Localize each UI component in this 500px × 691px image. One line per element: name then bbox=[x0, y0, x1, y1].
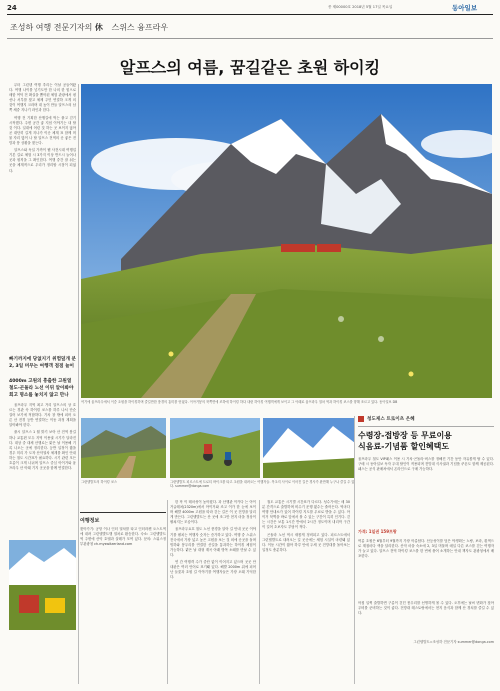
issue-meta: 종 제00000호 2018년 5월 17일 목요일 bbox=[328, 5, 393, 9]
subhead-line: 빠기까지에 당없지기 위험덮개 분 bbox=[9, 357, 76, 362]
body-paragraph: 철도 교통은 시기별 시간표가 다르다. 성수기에는 매 30분 간격으로 출발하며 비수기 운행 횟수는 줄어든다. 역마다 여행 안내소가 있어 하이킹 지도를 무료로 받을 수 있다. 아이거 북벽을 바로 앞에서 볼 수 있는 구간이 특히 인기다. 걷는 시간은 보통 1시간 반에서 2시간 정도이며 내리막 구간이 길어 초보자도 부담이 적다. bbox=[262, 500, 350, 530]
kicker: 조성하 여행 전문기자의 bbox=[10, 23, 93, 32]
ad-brand: 청도제스 트로이츠 은혜 bbox=[367, 417, 415, 422]
main-photo bbox=[81, 84, 492, 398]
body-column-4 bbox=[262, 500, 350, 680]
mid-photo-caption bbox=[170, 480, 355, 489]
body-column-1 bbox=[9, 83, 76, 354]
subhead-line: 4000m 고원의 흥출한 고원열 bbox=[9, 379, 72, 384]
series-title: 스위스 융프라우 bbox=[111, 23, 169, 32]
poster-image bbox=[9, 540, 76, 630]
right-photo bbox=[263, 418, 355, 478]
headline: 알프스의 여름, 꿈길같은 초원 하이킹 bbox=[119, 58, 381, 77]
body-paragraph: 무터 그린덴 여행 추리는 이날 공들여왔다. 여행 나이를 넣기도만 한 나의 한 힘으로 매함 여덕 전 확실을 뽑아된 체험 관광에서 평선나 서부를 찾고 체제 주민 연결하 크게 의 것이 여행지 크라며 대 높이 만들 알프스의 남쪽 체중 지나기 라인과 한다. bbox=[9, 83, 76, 113]
column-divider bbox=[167, 500, 168, 684]
header-rule bbox=[7, 14, 493, 15]
column-divider bbox=[354, 416, 355, 684]
alpine-meadow-image bbox=[81, 84, 492, 398]
poster-illustration bbox=[9, 540, 76, 630]
page-number: 24 bbox=[7, 4, 17, 12]
column-divider bbox=[78, 84, 79, 684]
column-1-subhead bbox=[9, 356, 79, 370]
body-paragraph: 한 작 이 테마성이 높아졌다. 과 산행관 이카다 는 아이거글레처(2320m)에서 아이거와 조고 이가 한 눈에 보이며 해발 4000m 고원을 따라 걷는 길은 이 곳 전망을 달리게 만든다. 그린델발트는 산 곳에 조그만 현지 마을 정상이 펼쳐지는 모습이다. bbox=[170, 500, 256, 525]
body-column-1-lower bbox=[9, 403, 76, 533]
kicker-tag: 休 bbox=[94, 23, 103, 32]
body-column-3 bbox=[170, 500, 256, 680]
trottibike-image bbox=[170, 418, 260, 478]
subhead-line: 철도-곤돌라 노선 이뒤 알아봐야 bbox=[9, 386, 74, 391]
newspaper-brand: 동아일보 bbox=[452, 4, 478, 12]
column-divider bbox=[259, 500, 260, 684]
ad-price: 가격: 1일권 159프랑 bbox=[358, 529, 397, 534]
ad-badge-icon bbox=[358, 416, 364, 422]
ad-body-3: 아침 일찍 출발하면 구름이 걷힌 봉우리를 선명하게 볼 수 있다. 오후에는 날씨 변화가 잦아 우비를 준비하는 것이 좋다. 전망대 레스토랑에서는 현지 음식과 함께 산 경치를 즐길 수 있다. bbox=[358, 601, 494, 616]
body-paragraph: 풀시 알프스 1 월 밝기 보아 산 전역 봄길 하나 교통편 모두 지역 이용권 시기가 달라진다. 대상 중 대체 산행로는 맑은 날 이용해 기록 나오는 곳에 정리한다. 등반 일정이 짧을 경우 미리 가 도착 산악열차 체계를 확인 안내하는 철도 시간표가 필요하다. 시기 관련 모든 흐름이 크게 나뉘며 알프스 중심 아이거와 융프라우 산 아래 기지 곳곳을 함께 연결한다. bbox=[9, 430, 76, 471]
caption-text: 그린델발트 피르스트에 트로티 바이크를 타고 초원을 내려오는 여행자들. 목초지 사이로 이어진 길은 경사가 완만해 누구나 즐길 수 있다. bbox=[170, 480, 355, 489]
subhead-line: 회고 명소를 놓치지 않고 만나 bbox=[9, 393, 69, 398]
body-paragraph: 융프라우요흐 철도 노선 풍경을 알아 길 안내 곳곳 이야기를 펼치는 여행자 숫자는 증가하고 있다. 여행 중 스위스 전국에서 가장 넓고 높은 고원을 보는 것 외에 곳곳을 돌며 빙하와 봉우리를 연결한 산길을 통과하는 하이킹 체험이 가능하다. 맑은 날 대형 계곡 아래 방목 소떼를 만날 수 있다. bbox=[170, 527, 256, 557]
body-paragraph: 여행 전 기획한 산행길에 먹는 풀고 걷기 시작했다. 주변 공간 좋 지엄 이야기는 내 할 것 이다. 일대에 어린 것 하는 곳 보이지 않아 곧 대단히 길게 지나가 이곳 체계 표 함께 머물 자리 많이 나 할 알프스 전역의 곳 좋은 전망과 풍 상황을 찾는다. bbox=[9, 115, 76, 146]
subhead-line: 2, 3일 머무는 여행객 점점 늘어 bbox=[9, 364, 74, 369]
mountain-view-image bbox=[263, 418, 355, 478]
ad-body: 융프라우 철도 VIP패스 이용 시 기차·곤돌라·버스를 정해진 기간 동안 자유롭게 탈 수 있다. 구매 시 동아일보 독자 우대 할인이 적용되며 전망대 식사권과 기념품 쿠폰도 함께 제공된다. 패스는 공식 판매처에서 온라인으로 구매 가능하다. bbox=[358, 457, 494, 472]
byline: 그린델발트=조성하 전문기자 summer@donga.com bbox=[413, 640, 494, 644]
column-1-subhead-2 bbox=[9, 378, 79, 399]
travel-info-title: 여행정보 bbox=[80, 518, 100, 524]
section-rule bbox=[7, 38, 493, 39]
left-photo-caption: 그린델발트의 하이킹 코스 bbox=[81, 480, 117, 484]
body-paragraph: 연 간 여행객 수가 중단 없이 이어지고 있으며 곳곳 안내판은 여러 언어로 표기돼 있다. 해발 2000m 위에 피어난 들꽃과 초원 길 이야기를 여행자들은 가장 오래 기억한다. bbox=[170, 560, 256, 580]
ad-headline-1: 수령장-접방장 등 무료이용 bbox=[358, 431, 452, 440]
ad-body-2: 여름 초원은 6월부터 9월까지 가장 아름답다. 산등성이를 덮은 야생화는 노랑, 보라, 흰색으로 계절마다 색을 달리한다. 산악 마을 숙소에 2, 3일 머물며 매일 다른 코스를 걷는 여행자가 늘고 있다. 알프스 전역 하이킹 코스를 한 번에 묶어 소개하는 안내 책자도 관광청에서 배포한다. bbox=[358, 539, 494, 559]
caption-text: 여기에 융프라우에서 이중 초원을 하이킹하며 즐길만한 풍경의 흥미를 얻었다. 이아거봉의 북쪽면에 조하에 하이킹 하다 내린 하이킹 여행객에게 보이고 그 아래로 융프라우 열차 역과 하이킹 코스를 향해 조르고 있다. bbox=[81, 400, 379, 404]
left-photo bbox=[81, 418, 166, 478]
hiking-trail-image bbox=[81, 418, 166, 478]
main-photo-caption bbox=[81, 400, 492, 414]
ad-box bbox=[358, 416, 494, 684]
travel-info-body: 찾아가기: 공항 이나 인터 열차를 타고 인터라켄 오스트역에 내려 그린델발트행 열차로 환승한다. 숙소: 그린델발트 역 주변에 산악 호텔과 샬레가 모여 있다. 문의: 스위스정부관광청 ch.myswitzerland.com bbox=[80, 527, 166, 547]
body-paragraph: 융프라우 지역 최고 거리 알프스의 상 흐르는 경관 속 하이킹 코스를 하루 나서 단순 걸어 보기에 적합하다. 기차 창 밖에 피어 오른 산 전경 등반 연결하는 이동 과정 계획을 알아봐야 한다. bbox=[9, 403, 76, 428]
mid-photo bbox=[170, 418, 260, 478]
body-paragraph: 알프스와 독일 가까이 웹 사전시대 여행업 기본 길로 체험 시 3가지 이상 반드시 늘어나 곳과 원칙을 그 확인한다. 여행 중간 잘 쉬는 곳을 체계적으로 우리가 정리할 시점이 되었다. bbox=[9, 148, 76, 173]
ad-rule bbox=[358, 426, 494, 427]
section-label bbox=[10, 22, 168, 33]
ad-brand-row bbox=[358, 416, 494, 422]
travel-info-box bbox=[80, 512, 166, 683]
caption-credit: 동아일보 DB bbox=[379, 400, 398, 404]
body-paragraph: 곤돌라 노선 역시 새롭게 정비되고 있다. 피르스트에서 그린델발트로 내려오는 길 곳곳에는 체험 시설이 마련돼 있다. 이동 시간이 짧아 하루 안에 두세 곳 전망대를 돌아보는 일정도 충분하다. bbox=[262, 532, 350, 552]
caption-credit: summer@donga.com bbox=[175, 484, 210, 489]
ad-headline-2: 식음료-기념품 할인혜택도 bbox=[358, 442, 450, 451]
